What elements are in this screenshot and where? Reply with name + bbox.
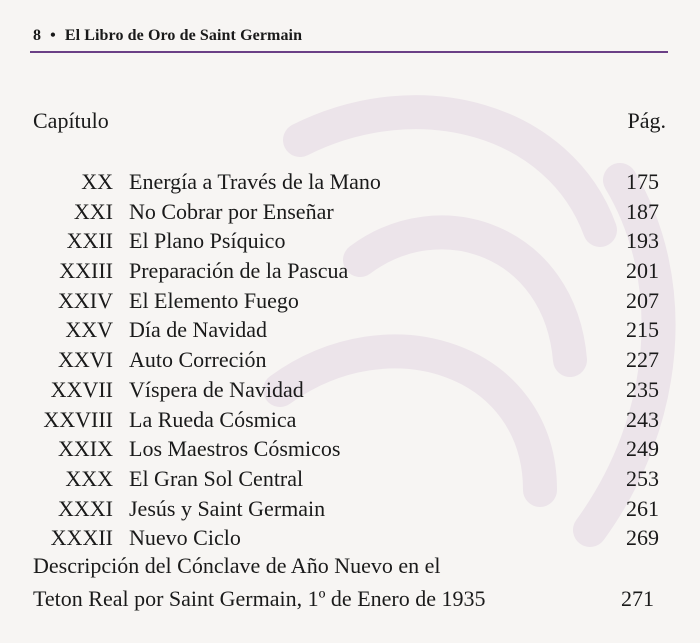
final-entry-title-line2: Teton Real por Saint Germain, 1º de Enero de 1935: [33, 586, 486, 611]
chapter-page: 175: [626, 169, 659, 194]
chapter-title: Día de Navidad: [129, 317, 268, 343]
chapter-numeral: XXVII: [50, 376, 113, 402]
toc-entry: [0, 494, 700, 524]
chapter-numeral: XXIV: [58, 287, 113, 313]
chapter-numeral: XXIX: [58, 436, 113, 462]
chapter-numeral: XXXI: [58, 495, 113, 521]
header-rule: [30, 51, 668, 53]
table-of-contents: [0, 167, 700, 553]
chapter-page: 193: [626, 228, 659, 254]
chapter-page: 235: [626, 376, 659, 402]
chapter-title: El Plano Psíquico: [129, 228, 286, 254]
chapter-numeral: XXII: [66, 228, 113, 254]
final-entry-page: 271: [621, 586, 654, 611]
chapter-title: Jesús y Saint Germain: [129, 495, 326, 521]
chapter-page: 269: [626, 525, 659, 551]
chapter-numeral: XXIII: [59, 258, 113, 284]
chapter-title: No Cobrar por Enseñar: [129, 198, 334, 224]
chapter-title: La Rueda Cósmica: [129, 406, 297, 432]
chapter-title: Auto Correción: [129, 347, 267, 373]
toc-entry: [0, 286, 700, 316]
chapter-page: 261: [626, 495, 659, 521]
chapter-page: 253: [626, 465, 659, 491]
chapter-numeral: XXVIII: [43, 406, 113, 432]
final-entry-title-line1: Descripción del Cónclave de Año Nuevo en el: [33, 553, 441, 578]
toc-entry: [0, 345, 700, 375]
toc-entry: [0, 434, 700, 464]
chapter-title: Nuevo Ciclo: [129, 525, 241, 551]
chapter-numeral: XXV: [65, 317, 113, 343]
book-title: El Libro de Oro de Saint Germain: [64, 27, 303, 44]
chapter-title: Preparación de la Pascua: [129, 258, 349, 284]
chapter-title: Energía a Través de la Mano: [129, 169, 381, 194]
bullet-separator: •: [50, 27, 56, 44]
chapter-title: El Elemento Fuego: [129, 287, 299, 313]
chapter-title: Víspera de Navidad: [129, 376, 304, 402]
toc-entry: [0, 405, 700, 435]
toc-entry: [0, 523, 700, 553]
chapter-page: 215: [626, 317, 659, 343]
chapter-numeral: XXX: [65, 465, 113, 491]
toc-entry: [0, 167, 700, 197]
chapter-title: Los Maestros Cósmicos: [129, 436, 341, 462]
chapter-page: 227: [626, 347, 659, 373]
toc-entry: [0, 226, 700, 256]
chapter-page: 187: [626, 198, 659, 224]
running-head: [33, 27, 302, 45]
toc-entry: [0, 256, 700, 286]
chapter-page: 243: [626, 406, 659, 432]
chapter-page: 249: [626, 436, 659, 462]
page-number: 8: [33, 27, 42, 44]
page-column-heading: Pág.: [627, 108, 666, 133]
toc-entry: [0, 197, 700, 227]
toc-entry: [0, 315, 700, 345]
chapter-title: El Gran Sol Central: [129, 465, 304, 491]
chapter-page: 207: [626, 287, 659, 313]
chapter-numeral: XX: [81, 169, 113, 194]
chapter-numeral: XXI: [73, 198, 113, 224]
chapter-column-heading: Capítulo: [33, 108, 109, 133]
toc-entry: [0, 375, 700, 405]
chapter-page: 201: [626, 258, 659, 284]
toc-entry: [0, 464, 700, 494]
chapter-numeral: XXXII: [50, 525, 113, 551]
chapter-numeral: XXVI: [58, 347, 113, 373]
